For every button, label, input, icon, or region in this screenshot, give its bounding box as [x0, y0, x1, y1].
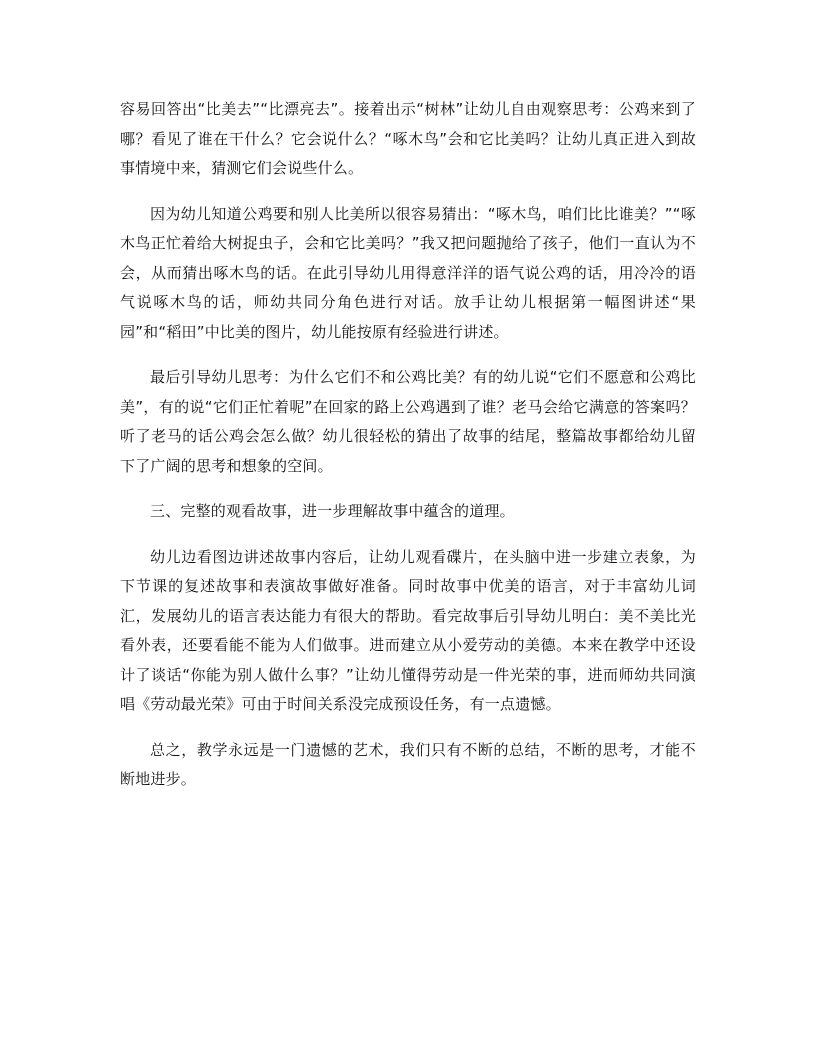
paragraph-2: 因为幼儿知道公鸡要和别人比美所以很容易猜出：“啄木鸟，咱们比比谁美？”“啄木鸟正忙着给大树捉虫子，会和它比美吗？”我又把问题抛给了孩子，他们一直认为不会，从而猜出啄木鸟的话。在此引导幼儿用得意洋洋的语气说公鸡的话，用冷冷的语气说啄木鸟的话，师幼共同分角色进行对话。放手让幼儿根据第一幅图讲述“果园”和“稻田”中比美的图片，幼儿能按原有经验进行讲述。	[120, 204, 696, 341]
paragraph-5: 总之，教学永远是一门遗憾的艺术，我们只有不断的总结，不断的思考，才能不断地进步。	[120, 740, 696, 788]
document-body	[120, 95, 696, 811]
section-heading-3: 三、完整的观看故事，进一步理解故事中蕴含的道理。	[150, 502, 515, 520]
paragraph-3: 最后引导幼儿思考：为什么它们不和公鸡比美？有的幼儿说“它们不愿意和公鸡比美”，有的说“它们正忙着呢”在回家的路上公鸡遇到了谁？老马会给它满意的答案吗？听了老马的话公鸡会怎么做？幼儿很轻松的猜出了故事的结尾，整篇故事都给幼儿留下了广阔的思考和想象的空间。	[120, 368, 696, 475]
paragraph-1: 容易回答出“比美去”“比漂亮去”。接着出示“树林”让幼儿自由观察思考：公鸡来到了哪？看见了谁在干什么？它会说什么？“啄木鸟”会和它比美吗？让幼儿真正进入到故事情境中来，猜测它们会说些什么。	[120, 100, 696, 177]
paragraph-4: 幼儿边看图边讲述故事内容后，让幼儿观看碟片，在头脑中进一步建立表象，为下节课的复述故事和表演故事做好准备。同时故事中优美的语言，对于丰富幼儿词汇，发展幼儿的语言表达能力有很大的帮助。看完故事后引导幼儿明白：美不美比光看外表，还要看能不能为人们做事。进而建立从小爱劳动的美德。本来在教学中还设计了谈话“你能为别人做什么事？”让幼儿懂得劳动是一件光荣的事，进而师幼共同演唱《劳动最光荣》可由于时间关系没完成预设任务，有一点遗憾。	[120, 547, 696, 713]
